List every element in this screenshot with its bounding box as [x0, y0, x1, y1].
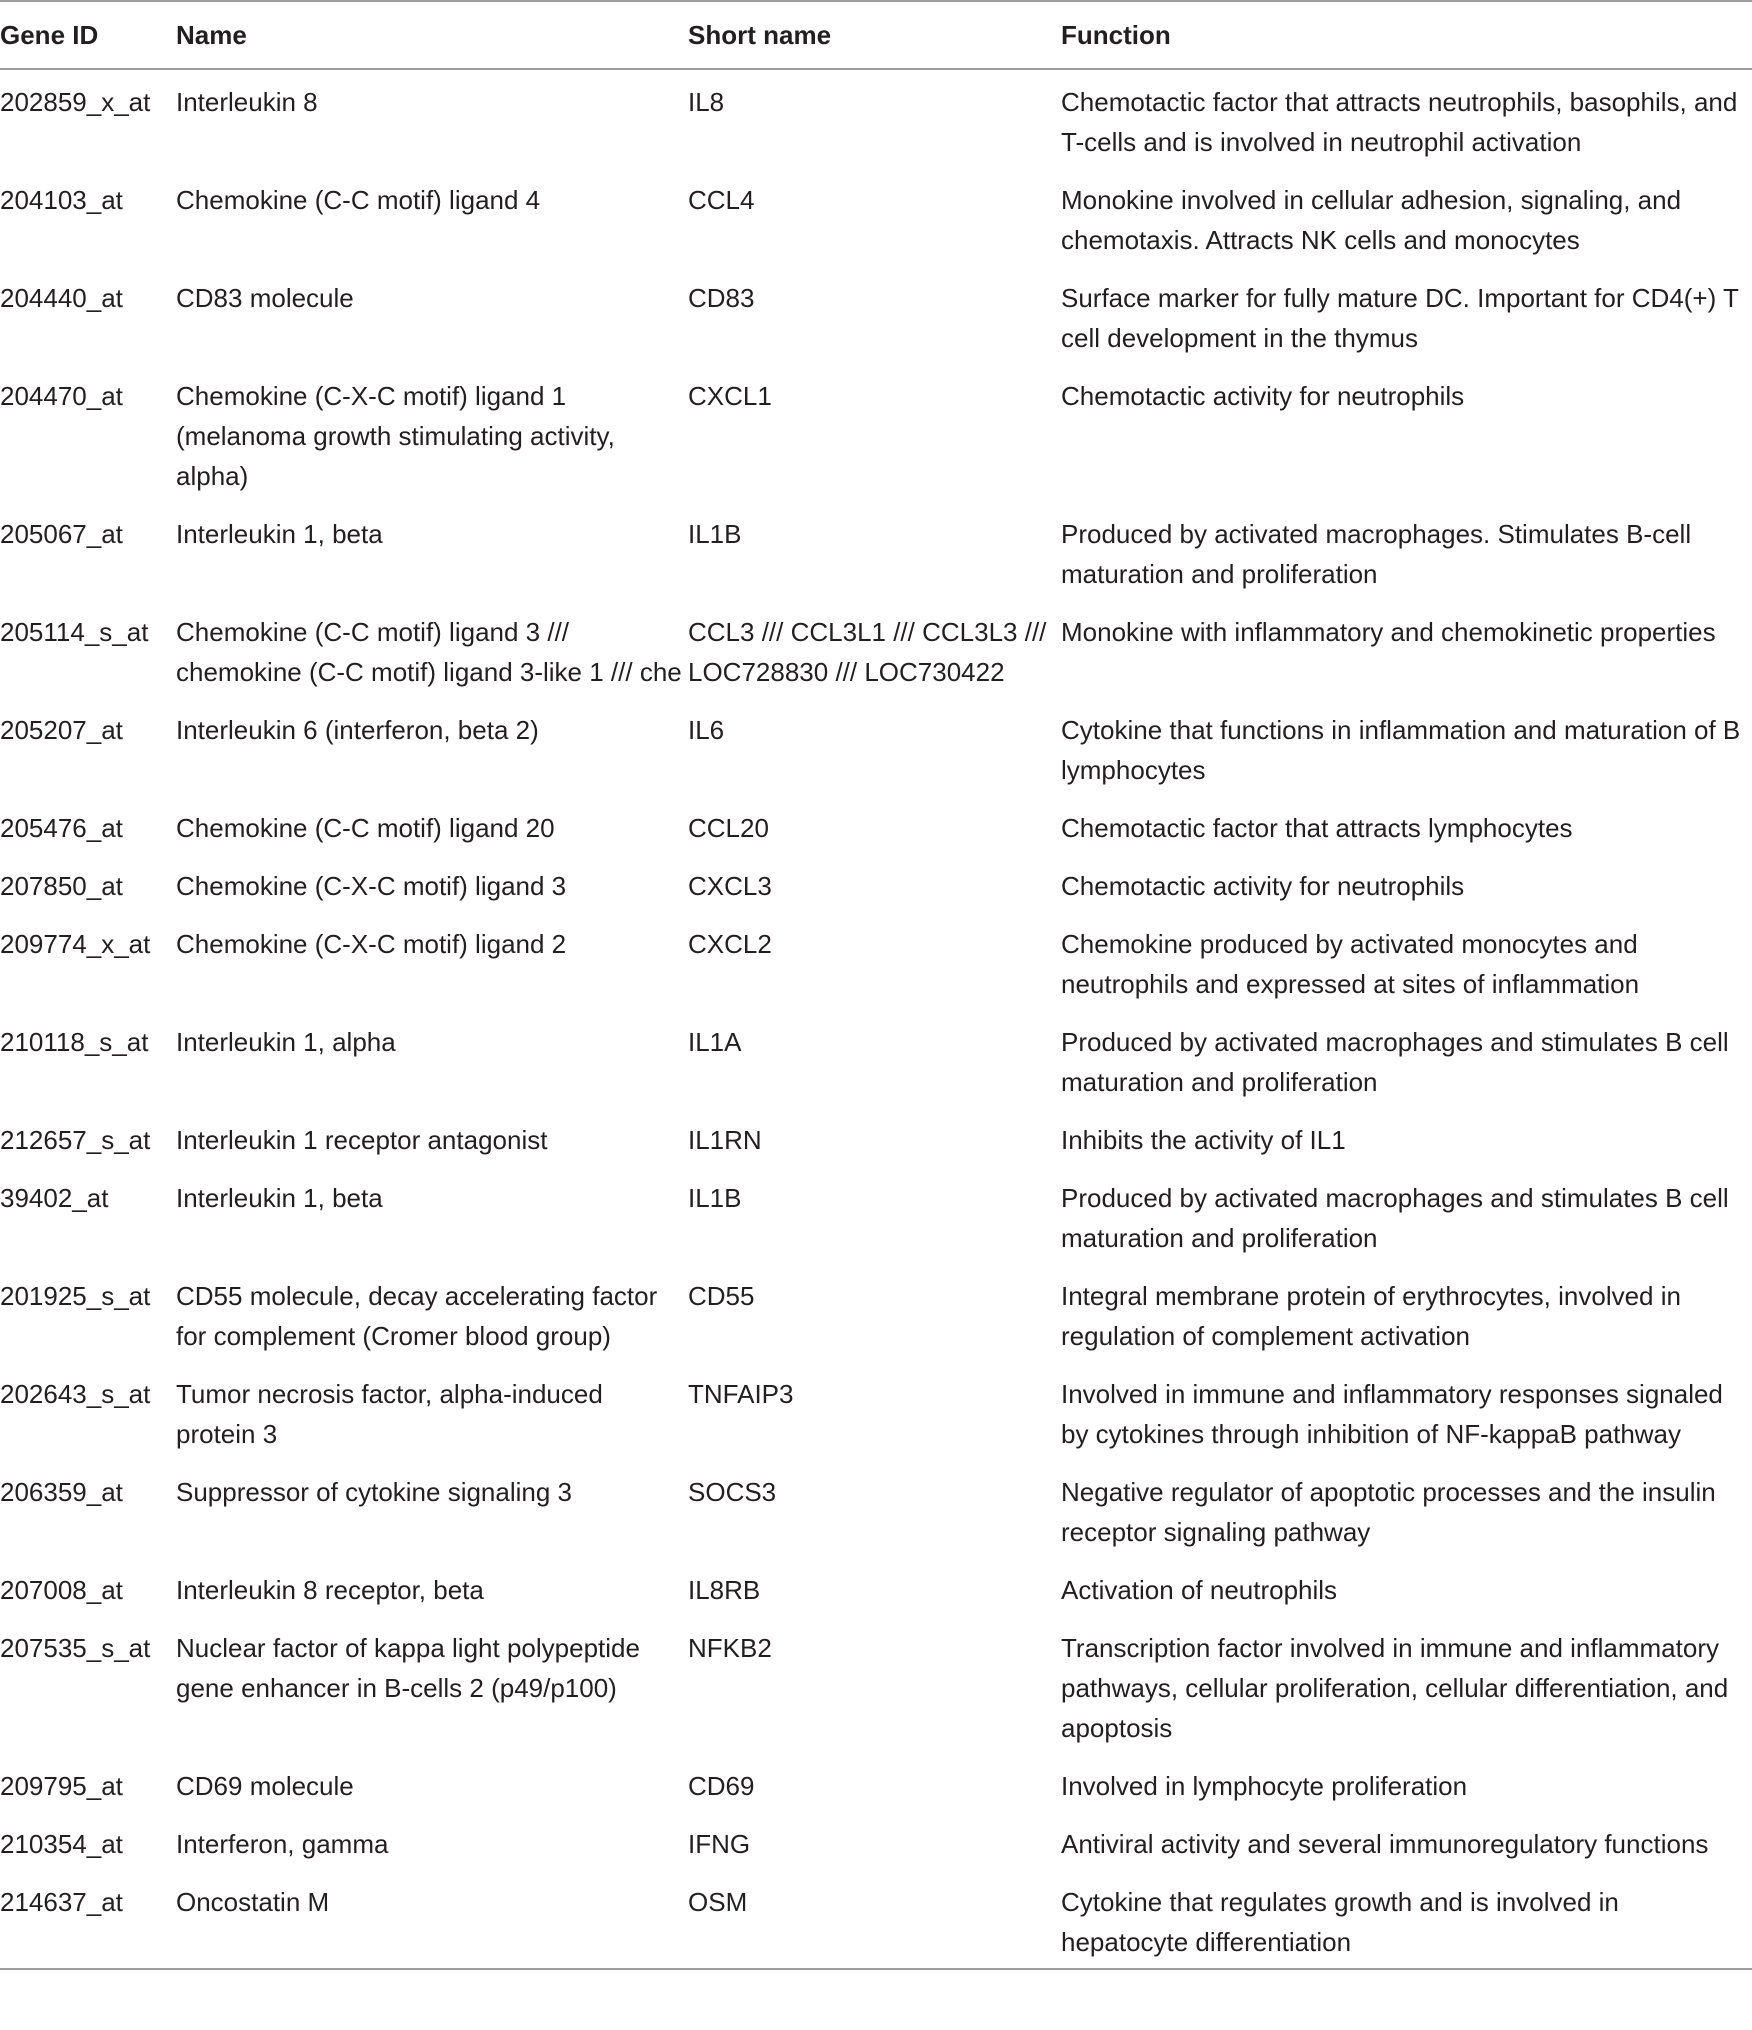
cell-name: CD83 molecule	[176, 283, 354, 313]
cell-gene-id: 210354_at	[0, 1829, 123, 1859]
cell-name: Chemokine (C-C motif) ligand 20	[176, 813, 555, 843]
table-row	[0, 1812, 1752, 1870]
cell-name: Interleukin 1 receptor antagonist	[176, 1125, 548, 1155]
cell-short-name: IL8	[688, 87, 725, 117]
cell-function: Chemotactic activity for neutrophils	[1061, 871, 1465, 901]
table-row	[0, 1362, 1752, 1460]
header-gene-id: Gene ID	[0, 20, 99, 50]
cell-short-name: CCL20	[688, 813, 769, 843]
cell-gene-id: 214637_at	[0, 1887, 123, 1917]
cell-gene-id: 207535_s_at	[0, 1633, 151, 1663]
cell-name: Chemokine (C-C motif) ligand 4	[176, 185, 541, 215]
cell-function: Surface marker for fully mature DC. Important for CD4(+) T cell development in the thymus	[1061, 283, 1739, 353]
cell-gene-id: 207008_at	[0, 1575, 123, 1605]
cell-short-name: CXCL3	[688, 871, 772, 901]
table-row	[0, 1166, 1752, 1264]
cell-short-name: CD83	[688, 283, 755, 313]
cell-gene-id: 39402_at	[0, 1183, 109, 1213]
table-row	[0, 698, 1752, 796]
cell-gene-id: 201925_s_at	[0, 1281, 151, 1311]
cell-function: Negative regulator of apoptotic processes and the insulin receptor signaling pathway	[1061, 1477, 1716, 1547]
cell-short-name: CXCL1	[688, 381, 772, 411]
cell-name: Tumor necrosis factor, alpha-induced protein 3	[176, 1379, 603, 1449]
cell-function: Produced by activated macrophages and stimulates B cell maturation and proliferation	[1061, 1027, 1729, 1097]
cell-gene-id: 204440_at	[0, 283, 123, 313]
cell-name: Oncostatin M	[176, 1887, 330, 1917]
cell-gene-id: 209774_x_at	[0, 929, 151, 959]
cell-gene-id: 202643_s_at	[0, 1379, 151, 1409]
cell-name: Interferon, gamma	[176, 1829, 389, 1859]
header-name: Name	[176, 20, 247, 50]
header-function: Function	[1061, 20, 1171, 50]
cell-function: Chemotactic factor that attracts neutrophils, basophils, and T-cells and is involved in neutrophil activation	[1061, 87, 1738, 157]
table-row	[0, 912, 1752, 1010]
cell-name: CD55 molecule, decay accelerating factor for complement (Cromer blood group)	[176, 1281, 658, 1351]
table-row	[0, 600, 1752, 698]
cell-short-name: CCL4	[688, 185, 755, 215]
cell-gene-id: 205207_at	[0, 715, 123, 745]
cell-short-name: TNFAIP3	[688, 1379, 794, 1409]
table-row	[0, 1460, 1752, 1558]
cell-function: Chemotactic factor that attracts lymphocytes	[1061, 813, 1573, 843]
cell-function: Produced by activated macrophages. Stimulates B-cell maturation and proliferation	[1061, 519, 1692, 589]
cell-gene-id: 205476_at	[0, 813, 123, 843]
cell-short-name: CD69	[688, 1771, 755, 1801]
table-row	[0, 1616, 1752, 1754]
table-row	[0, 1010, 1752, 1108]
cell-gene-id: 204103_at	[0, 185, 123, 215]
table-row	[0, 69, 1752, 168]
cell-function: Monokine involved in cellular adhesion, signaling, and chemotaxis. Attracts NK cells and monocytes	[1061, 185, 1682, 255]
table-row	[0, 502, 1752, 600]
cell-name: CD69 molecule	[176, 1771, 354, 1801]
cell-gene-id: 205067_at	[0, 519, 123, 549]
table-row	[0, 1264, 1752, 1362]
cell-short-name: SOCS3	[688, 1477, 777, 1507]
table-header	[0, 1, 1752, 69]
cell-function: Integral membrane protein of erythrocytes, involved in regulation of complement activation	[1061, 1281, 1681, 1351]
cell-name: Interleukin 1, beta	[176, 519, 383, 549]
cell-function: Cytokine that functions in inflammation and maturation of B lymphocytes	[1061, 715, 1741, 785]
table-row	[0, 364, 1752, 502]
table-row	[0, 1870, 1752, 1969]
table-row	[0, 1108, 1752, 1166]
cell-gene-id: 205114_s_at	[0, 617, 149, 647]
table-row	[0, 266, 1752, 364]
cell-gene-id: 209795_at	[0, 1771, 123, 1801]
cell-gene-id: 206359_at	[0, 1477, 123, 1507]
cell-name: Suppressor of cytokine signaling 3	[176, 1477, 573, 1507]
cell-short-name: IL6	[688, 715, 725, 745]
cell-short-name: IL1A	[688, 1027, 742, 1057]
cell-function: Antiviral activity and several immunoregulatory functions	[1061, 1829, 1709, 1859]
table-row	[0, 1754, 1752, 1812]
cell-name: Interleukin 8	[176, 87, 318, 117]
cell-name: Chemokine (C-X-C motif) ligand 1 (melanoma growth stimulating activity, alpha)	[176, 381, 615, 491]
table-row	[0, 168, 1752, 266]
cell-short-name: NFKB2	[688, 1633, 772, 1663]
cell-function: Activation of neutrophils	[1061, 1575, 1338, 1605]
cell-function: Involved in lymphocyte proliferation	[1061, 1771, 1468, 1801]
cell-function: Produced by activated macrophages and stimulates B cell maturation and proliferation	[1061, 1183, 1729, 1253]
table-body	[0, 69, 1752, 1969]
header-short-name: Short name	[688, 20, 832, 50]
cell-gene-id: 202859_x_at	[0, 87, 151, 117]
cell-name: Nuclear factor of kappa light polypeptide gene enhancer in B-cells 2 (p49/p100)	[176, 1633, 640, 1703]
cell-name: Interleukin 1, beta	[176, 1183, 383, 1213]
cell-gene-id: 212657_s_at	[0, 1125, 151, 1155]
cell-name: Chemokine (C-X-C motif) ligand 2	[176, 929, 567, 959]
cell-function: Chemotactic activity for neutrophils	[1061, 381, 1465, 411]
cell-gene-id: 210118_s_at	[0, 1027, 149, 1057]
header-row	[0, 1, 1752, 69]
cell-name: Chemokine (C-C motif) ligand 3 /// chemokine (C-C motif) ligand 3-like 1 /// che	[176, 617, 682, 687]
cell-short-name: CCL3 /// CCL3L1 /// CCL3L3 /// LOC728830 /// LOC730422	[688, 617, 1047, 687]
cell-function: Monokine with inflammatory and chemokinetic properties	[1061, 617, 1716, 647]
cell-function: Transcription factor involved in immune and inflammatory pathways, cellular proliferation, cellular differentiation, and apoptosis	[1061, 1633, 1729, 1743]
cell-short-name: CD55	[688, 1281, 755, 1311]
cell-function: Chemokine produced by activated monocytes and neutrophils and expressed at sites of inflammation	[1061, 929, 1640, 999]
cell-short-name: IL8RB	[688, 1575, 761, 1605]
cell-name: Interleukin 8 receptor, beta	[176, 1575, 484, 1605]
cell-name: Chemokine (C-X-C motif) ligand 3	[176, 871, 567, 901]
table-row	[0, 1558, 1752, 1616]
cell-short-name: IL1RN	[688, 1125, 762, 1155]
table-row	[0, 796, 1752, 854]
cell-gene-id: 207850_at	[0, 871, 123, 901]
cell-name: Interleukin 6 (interferon, beta 2)	[176, 715, 539, 745]
cell-short-name: OSM	[688, 1887, 748, 1917]
cell-short-name: IFNG	[688, 1829, 751, 1859]
cell-short-name: IL1B	[688, 1183, 742, 1213]
cell-function: Cytokine that regulates growth and is involved in hepatocyte differentiation	[1061, 1887, 1619, 1957]
cell-short-name: IL1B	[688, 519, 742, 549]
cell-gene-id: 204470_at	[0, 381, 123, 411]
table-row	[0, 854, 1752, 912]
cell-name: Interleukin 1, alpha	[176, 1027, 396, 1057]
cell-short-name: CXCL2	[688, 929, 772, 959]
cell-function: Inhibits the activity of IL1	[1061, 1125, 1346, 1155]
cell-function: Involved in immune and inflammatory responses signaled by cytokines through inhibition of NF-kappaB pathway	[1061, 1379, 1723, 1449]
